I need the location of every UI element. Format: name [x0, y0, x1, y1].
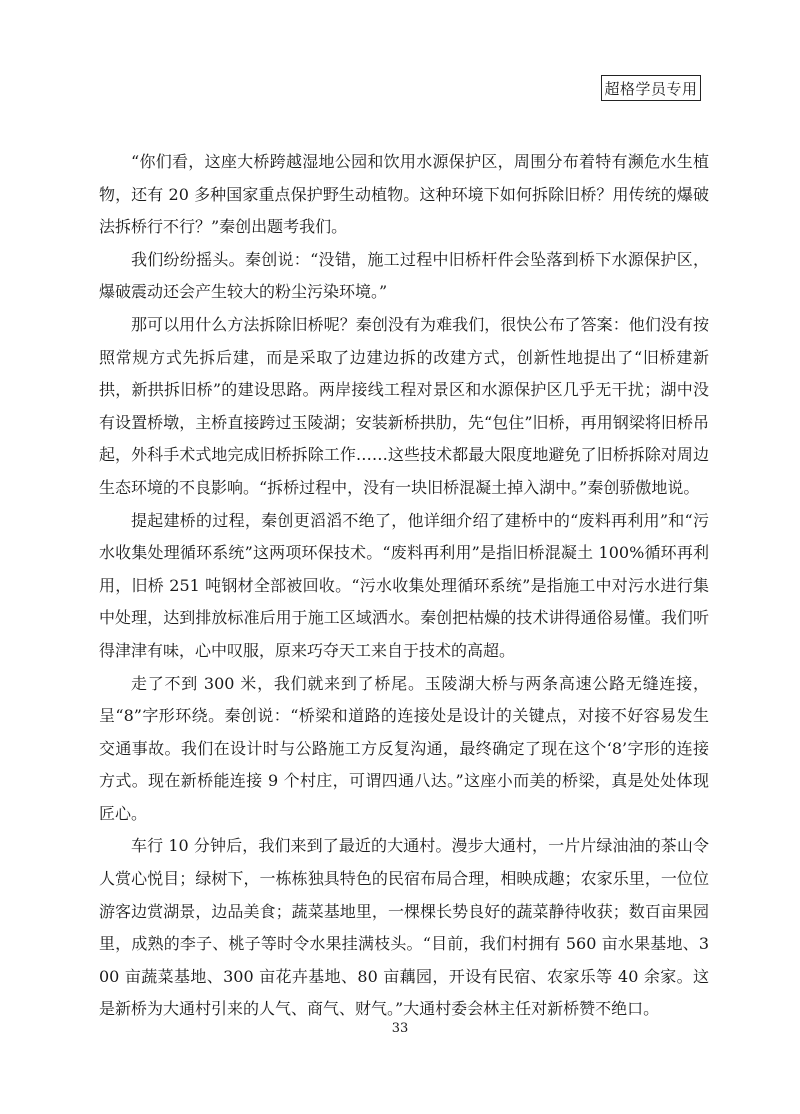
- article-body: [99, 146, 709, 1026]
- page-number: 33: [391, 1021, 409, 1036]
- watermark-stamp: 超格学员专用: [601, 75, 701, 101]
- paragraph-eco-technology: 提起建桥的过程，秦创更滔滔不绝了，他详细介绍了建桥中的“废料再利用”和“污水收集处理循环系统”这两项环保技术。“废料再利用”是指旧桥混凝土 100%循环再利用，旧桥 251 吨钢材全部被回收。“污水收集处理循环系统”是指施工中对污水进行集中处理，达到排放标准后用于施工区域洒水。秦创把枯燥的技术讲得通俗易懂。我们听得津津有味，心中叹服，原来巧夺天工来自于技术的高超。: [99, 510, 709, 660]
- paragraph-bridge-intro: “你们看，这座大桥跨越湿地公园和饮用水源保护区，周围分布着特有濒危水生植物，还有 20 多种国家重点保护野生动植物。这种环境下如何拆除旧桥？用传统的爆破法拆桥行不行？”秦创出题考我们。: [99, 152, 709, 237]
- paragraph-bridge-end: 走了不到 300 米，我们就来到了桥尾。玉陵湖大桥与两条高速公路无缝连接，呈“8”字形环绕。秦创说：“桥梁和道路的连接处是设计的关键点，对接不好容易发生交通事故。我们在设计时与公路施工方反复沟通，最终确定了现在这个‘8’字形的连接方式。现在新桥能连接 9 个村庄，可谓四通八达。”这座小而美的桥梁，真是处处体现匠心。: [99, 673, 709, 823]
- paragraph-demolition-method: 那可以用什么方法拆除旧桥呢？秦创没有为难我们，很快公布了答案：他们没有按照常规方式先拆后建，而是采取了边建边拆的改建方式，创新性地提出了“旧桥建新拱，新拱拆旧桥”的建设思路。两岸接线工程对景区和水源保护区几乎无干扰；湖中没有设置桥墩，主桥直接跨过玉陵湖；安装新桥拱肋，先“包住”旧桥，再用钢梁将旧桥吊起，外科手术式地完成旧桥拆除工作……这些技术都最大限度地避免了旧桥拆除对周边生态环境的不良影响。“拆桥过程中，没有一块旧桥混凝土掉入湖中。”秦创骄傲地说。: [99, 314, 709, 497]
- paragraph-datong-village: 车行 10 分钟后，我们来到了最近的大通村。漫步大通村，一片片绿油油的茶山令人赏心悦目；绿树下，一栋栋独具特色的民宿布局合理，相映成趣；农家乐里，一位位游客边赏湖景，边品美食；蔬菜基地里，一棵棵长势良好的蔬菜静待收获；数百亩果园里，成熟的李子、桃子等时令水果挂满枝头。“目前，我们村拥有 560 亩水果基地、300 亩蔬菜基地、300 亩花卉基地、80 亩藕园，开设有民宿、农家乐等 40 余家。这是新桥为大通村引来的人气、商气、财气。”大通村委会林主任对新桥赞不绝口。: [99, 836, 709, 1019]
- paragraph-blasting-answer: 我们纷纷摇头。秦创说：“没错，施工过程中旧桥杆件会坠落到桥下水源保护区，爆破震动还会产生较大的粉尘污染环境。”: [99, 249, 709, 302]
